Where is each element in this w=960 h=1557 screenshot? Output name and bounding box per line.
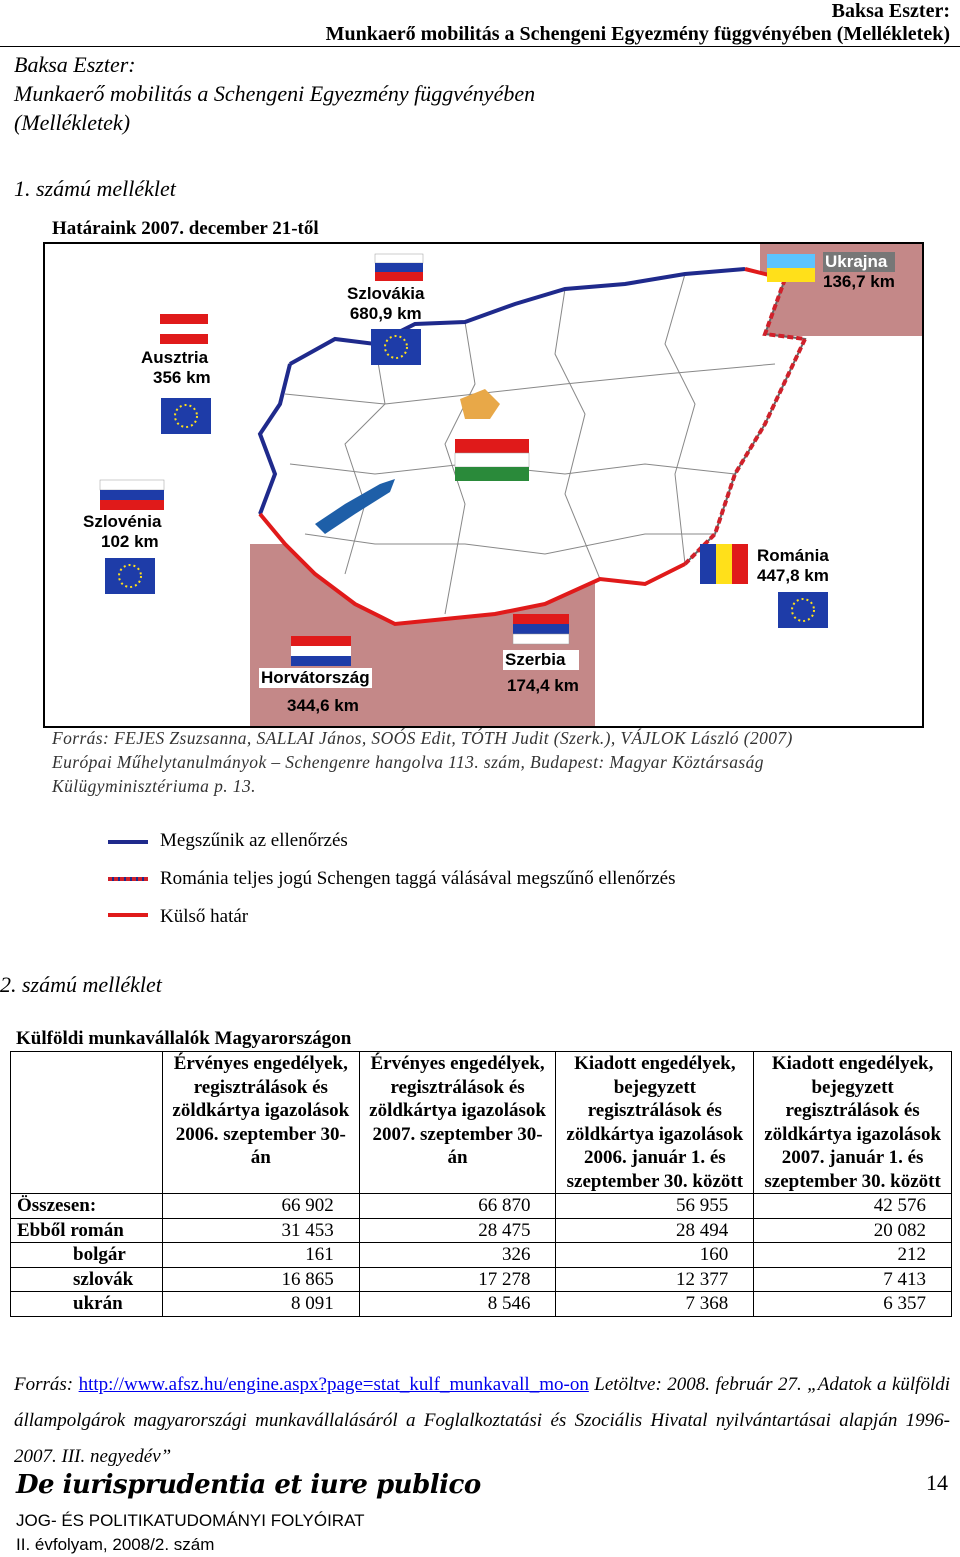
cell: 161 bbox=[162, 1243, 359, 1268]
map-svg bbox=[45, 244, 922, 726]
map-source-line-3: Külügyminisztériuma p. 13. bbox=[52, 776, 256, 796]
page-number: 14 bbox=[926, 1470, 948, 1495]
col-header-4: Kiadott engedélyek, bejegyzett regisztrálások és zöldkártya igazolások 2007. január 1. és szeptember 30. között bbox=[754, 1052, 952, 1194]
cell: 20 082 bbox=[754, 1218, 952, 1243]
cell: 8 546 bbox=[359, 1292, 556, 1317]
title-author: Baksa Eszter: bbox=[14, 52, 136, 77]
slovenia-flag bbox=[100, 480, 164, 510]
annex2-heading: 2. számú melléklet bbox=[0, 972, 162, 997]
source-rest: Letöltve: 2008. február 27. „Adatok a külföldi állampolgárok magyarországi munkavállalásáról a Foglalkoztatási és Szociális Hivatal nyilvántartásai alapján 1996-2007. III. negyedév” bbox=[14, 1374, 951, 1467]
cell: 66 870 bbox=[359, 1194, 556, 1219]
table-row bbox=[11, 1292, 952, 1317]
map-label-serbia: Szerbia 174,4 km bbox=[505, 650, 579, 695]
cell: 56 955 bbox=[556, 1194, 754, 1219]
eu-flag-romania bbox=[778, 592, 828, 628]
cell: 28 475 bbox=[359, 1218, 556, 1243]
row-label: Ebből román bbox=[11, 1218, 163, 1243]
cell: 31 453 bbox=[162, 1218, 359, 1243]
annex1-heading: 1. számú melléklet bbox=[14, 176, 176, 201]
table-row bbox=[11, 1218, 952, 1243]
table-title: Külföldi munkavállalók Magyarországon bbox=[16, 1028, 352, 1049]
source-link[interactable]: http://www.afsz.hu/engine.aspx?page=stat_kulf_munkavall_mo-on bbox=[78, 1374, 589, 1395]
document-title bbox=[14, 50, 535, 137]
cell: 6 357 bbox=[754, 1292, 952, 1317]
table-corner bbox=[11, 1052, 163, 1194]
cell: 28 494 bbox=[556, 1218, 754, 1243]
journal-issue: II. évfolyam, 2008/2. szám bbox=[16, 1535, 215, 1554]
legend-label-3: Külső határ bbox=[160, 906, 249, 927]
eu-flag-austria bbox=[161, 398, 211, 434]
row-label: szlovák bbox=[11, 1267, 163, 1292]
source-prefix: Forrás: bbox=[14, 1374, 74, 1395]
cell: 160 bbox=[556, 1243, 754, 1268]
header-title: Munkaerő mobilitás a Schengeni Egyezmény függvényében (Mellékletek) bbox=[325, 23, 950, 45]
map-label-ukraine: Ukrajna 136,7 km bbox=[823, 252, 895, 291]
table-row bbox=[11, 1194, 952, 1219]
hungary-flag bbox=[455, 439, 529, 481]
workers-table bbox=[10, 1051, 952, 1317]
cell: 16 865 bbox=[162, 1267, 359, 1292]
legend-line-red bbox=[108, 913, 148, 917]
border-map bbox=[43, 242, 924, 728]
col-header-2: Érvényes engedélyek, regisztrálások és zöldkártya igazolások 2007. szeptember 30-án bbox=[359, 1052, 556, 1194]
cell: 212 bbox=[754, 1243, 952, 1268]
slovakia-flag bbox=[375, 254, 423, 281]
eu-flag-slovakia bbox=[371, 329, 421, 365]
map-label-croatia: Horvátország 344,6 km bbox=[261, 668, 370, 715]
croatia-flag bbox=[291, 636, 351, 666]
cell: 12 377 bbox=[556, 1267, 754, 1292]
cell: 7 413 bbox=[754, 1267, 952, 1292]
serbia-flag bbox=[513, 614, 569, 644]
map-label-austria: Ausztria 356 km bbox=[141, 348, 211, 387]
eu-flag-slovenia bbox=[105, 558, 155, 594]
cell: 8 091 bbox=[162, 1292, 359, 1317]
table-source bbox=[14, 1367, 950, 1475]
table-row bbox=[11, 1267, 952, 1292]
cell: 17 278 bbox=[359, 1267, 556, 1292]
map-label-romania: Románia 447,8 km bbox=[757, 546, 829, 585]
map-title: Határaink 2007. december 21-től bbox=[52, 218, 319, 239]
cell: 42 576 bbox=[754, 1194, 952, 1219]
table-row bbox=[11, 1243, 952, 1268]
journal-logo: De iurisprudentia et iure publico bbox=[16, 1470, 481, 1500]
row-label: ukrán bbox=[11, 1292, 163, 1317]
row-label: Összesen: bbox=[11, 1194, 163, 1219]
cell: 7 368 bbox=[556, 1292, 754, 1317]
map-source-line-1: Forrás: FEJES Zsuzsanna, SALLAI János, SOÓS Edit, TÓTH Judit (Szerk.), VÁJLOK László (2007) bbox=[52, 728, 793, 748]
legend-line-dashed bbox=[108, 877, 148, 881]
header-author: Baksa Eszter: bbox=[831, 0, 950, 22]
col-header-1: Érvényes engedélyek, regisztrálások és zöldkártya igazolások 2006. szeptember 30-án bbox=[162, 1052, 359, 1194]
legend-label-2: Románia teljes jogú Schengen taggá válásával megszűnő ellenőrzés bbox=[160, 868, 676, 889]
map-label-slovenia: Szlovénia 102 km bbox=[83, 512, 162, 551]
table-header-row bbox=[11, 1052, 952, 1194]
row-label: bolgár bbox=[11, 1243, 163, 1268]
journal-subtitle: JOG- ÉS POLITIKATUDOMÁNYI FOLYÓIRAT bbox=[16, 1511, 365, 1530]
austria-flag bbox=[160, 314, 208, 344]
legend-line-blue bbox=[108, 840, 148, 844]
ukraine-flag bbox=[767, 254, 815, 282]
cell: 326 bbox=[359, 1243, 556, 1268]
header-rule bbox=[0, 46, 960, 47]
romania-flag bbox=[700, 544, 748, 584]
cell: 66 902 bbox=[162, 1194, 359, 1219]
map-source-line-2: Európai Műhelytanulmányok – Schengenre hangolva 113. szám, Budapest: Magyar Köztársaság bbox=[52, 752, 764, 772]
title-sub: (Mellékletek) bbox=[14, 110, 131, 135]
legend-label-1: Megszűnik az ellenőrzés bbox=[160, 830, 348, 851]
title-main: Munkaerő mobilitás a Schengeni Egyezmény függvényében bbox=[14, 81, 536, 106]
col-header-3: Kiadott engedélyek, bejegyzett regisztrálások és zöldkártya igazolások 2006. január 1. és szeptember 30. között bbox=[556, 1052, 754, 1194]
map-label-slovakia: Szlovákia 680,9 km bbox=[347, 284, 425, 323]
